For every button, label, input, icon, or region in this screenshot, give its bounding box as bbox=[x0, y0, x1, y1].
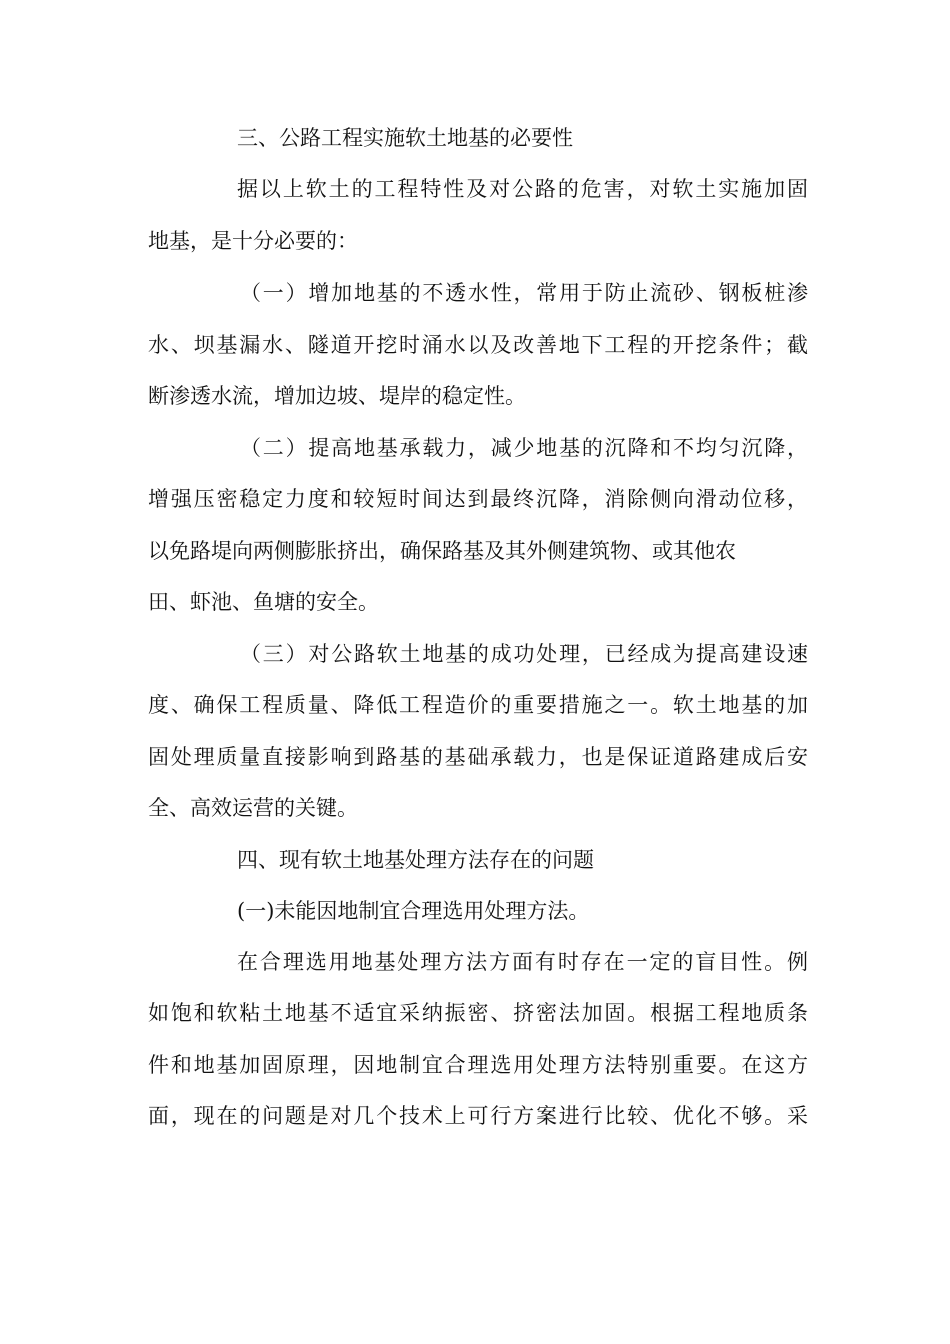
subsection-heading: (一)未能因地制宜合理选用处理方法。 bbox=[237, 899, 590, 923]
list-item-3-line: 全、高效运营的关键。 bbox=[148, 796, 358, 820]
paragraph-line: 据以上软土的工程特性及对公路的危害，对软土实施加固 bbox=[237, 177, 808, 201]
list-item-3-line: （三）对公路软土地基的成功处理，已经成为提高建设速 bbox=[240, 642, 808, 666]
list-item-2-line: 田、虾池、鱼塘的安全。 bbox=[148, 590, 379, 614]
paragraph-line: 如饱和软粘土地基不适宜采纳振密、挤密法加固。根据工程地质条 bbox=[148, 1001, 808, 1025]
list-item-3-line: 固处理质量直接影响到路基的基础承载力，也是保证道路建成后安 bbox=[148, 745, 808, 769]
paragraph-line: 面，现在的问题是对几个技术上可行方案进行比较、优化不够。采 bbox=[148, 1104, 808, 1128]
paragraph-line: 件和地基加固原理，因地制宜合理选用处理方法特别重要。在这方 bbox=[148, 1053, 808, 1077]
list-item-3-line: 度、确保工程质量、降低工程造价的重要措施之一。软土地基的加 bbox=[148, 693, 808, 717]
list-item-2-line: 增强压密稳定力度和较短时间达到最终沉降，消除侧向滑动位移， bbox=[148, 487, 808, 511]
paragraph-line: 在合理选用地基处理方法方面有时存在一定的盲目性。例 bbox=[237, 950, 808, 974]
section-heading-3: 三、公路工程实施软土地基的必要性 bbox=[237, 126, 573, 150]
list-item-2-line: （二）提高地基承载力，减少地基的沉降和不均匀沉降， bbox=[240, 436, 808, 460]
paragraph-line: 地基，是十分必要的： bbox=[148, 229, 358, 253]
list-item-1-line: 水、坝基漏水、隧道开挖时涌水以及改善地下工程的开挖条件；截 bbox=[148, 333, 808, 357]
list-item-1-line: 断渗透水流，增加边坡、堤岸的稳定性。 bbox=[148, 384, 526, 408]
list-item-1-line: （一）增加地基的不透水性，常用于防止流砂、钢板桩渗 bbox=[240, 281, 808, 305]
list-item-2-line: 以免路堤向两侧膨胀挤出，确保路基及其外侧建筑物、或其他农 bbox=[148, 539, 736, 563]
section-heading-4: 四、现有软土地基处理方法存在的问题 bbox=[237, 848, 594, 872]
